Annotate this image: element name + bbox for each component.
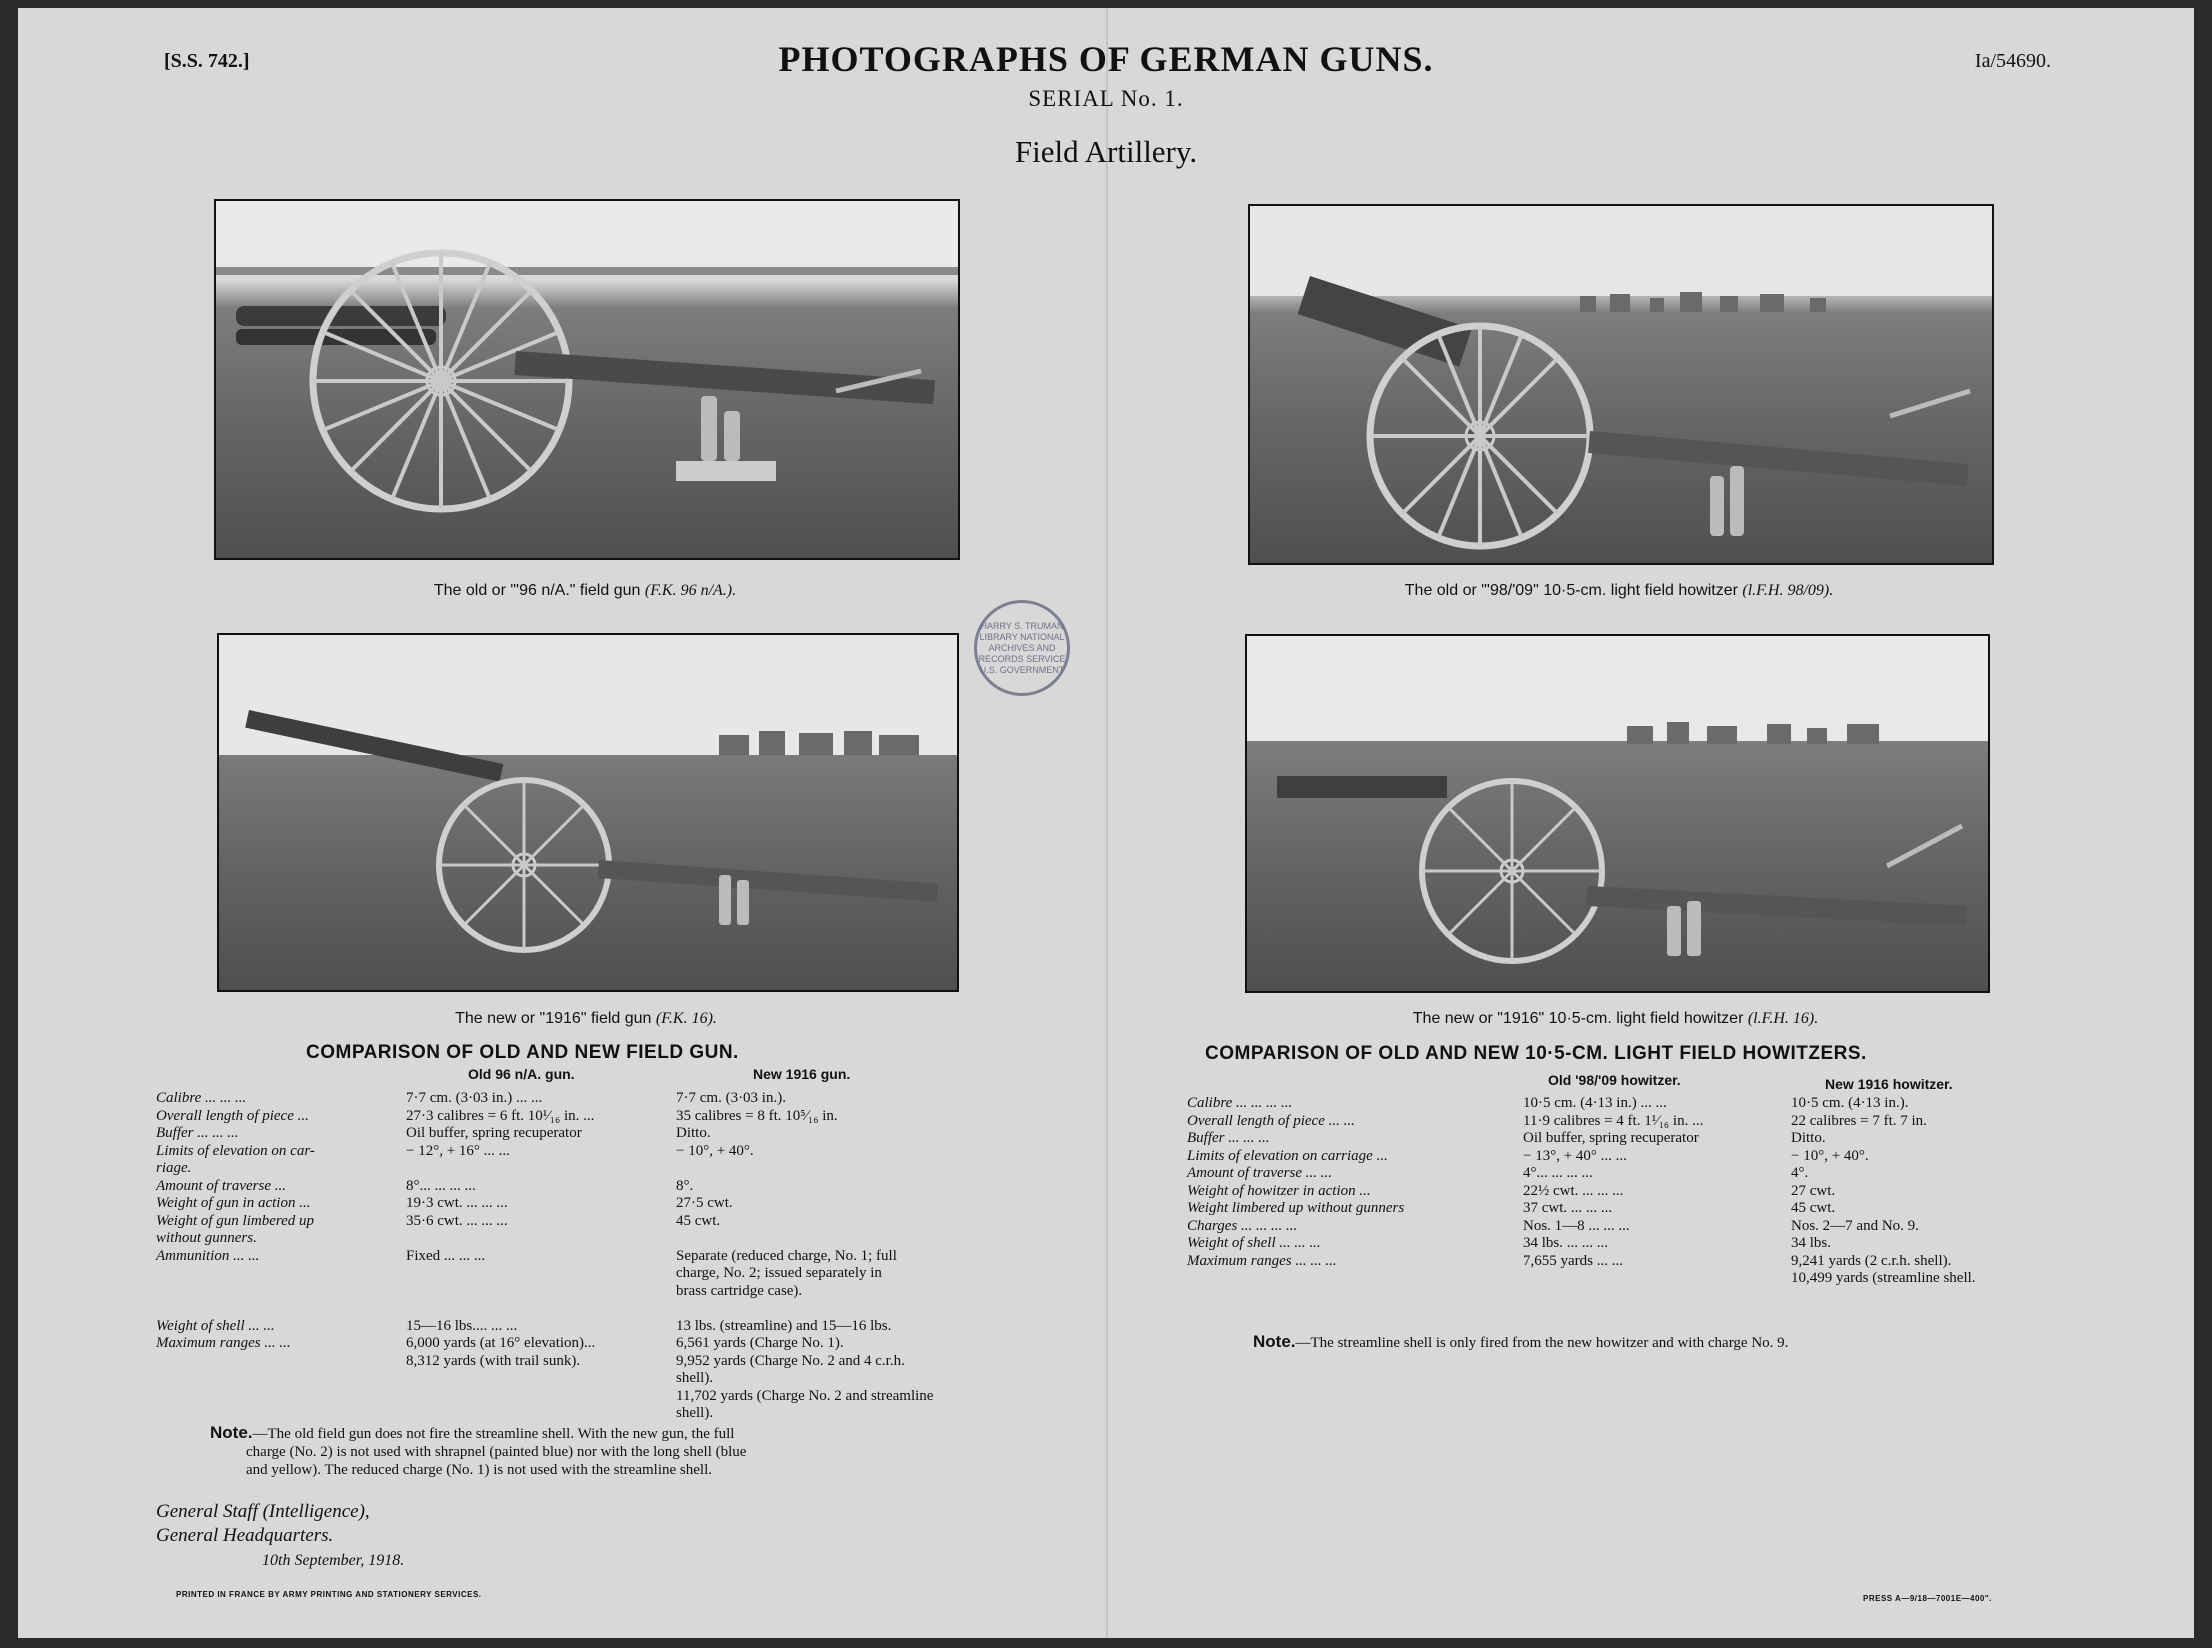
howitzer-label-cell: Amount of traverse ... ... bbox=[1187, 1165, 1332, 1181]
gun-comparison-table bbox=[156, 1090, 1036, 1423]
howitzer-old-cell: 37 cwt. ... ... ... bbox=[1523, 1200, 1613, 1216]
howitzer-new-cell: 10,499 yards (streamline shell. bbox=[1791, 1270, 1976, 1286]
gun-comparison-title: COMPARISON OF OLD AND NEW FIELD GUN. bbox=[306, 1042, 739, 1063]
gun-note-label: Note. bbox=[210, 1423, 253, 1442]
howitzer-old-cell: 10·5 cm. (4·13 in.) ... ... bbox=[1523, 1095, 1667, 1111]
howitzer-new-column-header: New 1916 howitzer. bbox=[1825, 1076, 1953, 1092]
howitzer-row bbox=[1187, 1235, 2067, 1253]
gun-new-cell: 35 calibres = 8 ft. 10⁵⁄₁₆ in. bbox=[676, 1107, 838, 1124]
caption-designation: (l.F.H. 98/09). bbox=[1742, 582, 1834, 599]
howitzer-new-cell: Nos. 2—7 and No. 9. bbox=[1791, 1217, 1919, 1234]
howitzer-row bbox=[1187, 1183, 2067, 1201]
gun-old-cell: − 12°, + 16° ... ... bbox=[406, 1142, 510, 1159]
howitzer-row bbox=[1187, 1165, 2067, 1183]
gun-label-cell: without gunners. bbox=[156, 1230, 257, 1246]
caption-text: The new or "1916" field gun bbox=[455, 1010, 652, 1027]
gun-old-cell: 8°... ... ... ... bbox=[406, 1177, 476, 1194]
gun-old-cell: Fixed ... ... ... bbox=[406, 1247, 486, 1264]
howitzer-comparison-table bbox=[1187, 1095, 2067, 1288]
howitzer-old-cell: − 13°, + 40° ... ... bbox=[1523, 1147, 1627, 1164]
gun-row bbox=[156, 1248, 1036, 1266]
document-reference: [S.S. 742.] bbox=[164, 50, 250, 72]
gun-label-cell: Weight of gun limbered up bbox=[156, 1212, 315, 1229]
gun-label-cell: Weight of shell ... ... bbox=[156, 1317, 275, 1334]
gun-new-cell: 8°. bbox=[676, 1177, 694, 1194]
gun-old-cell: 8,312 yards (with trail sunk). bbox=[406, 1352, 581, 1369]
gun-new-cell: 11,702 yards (Charge No. 2 and streamline bbox=[676, 1387, 934, 1404]
library-stamp bbox=[974, 600, 1070, 696]
howitzer-row bbox=[1187, 1148, 2067, 1166]
gun-row bbox=[156, 1195, 1036, 1213]
howitzer-new-cell: − 10°, + 40°. bbox=[1791, 1147, 1869, 1164]
howitzer-old-cell: Nos. 1—8 ... ... ... bbox=[1523, 1217, 1630, 1234]
gun-new-cell: 13 lbs. (streamline) and 15—16 lbs. bbox=[676, 1317, 892, 1334]
photo-new-field-gun bbox=[217, 633, 959, 992]
gun-row bbox=[156, 1178, 1036, 1196]
gun-label-cell: Weight of gun in action ... bbox=[156, 1195, 311, 1211]
gun-old-cell: Oil buffer, spring recuperator bbox=[406, 1125, 582, 1141]
caption-text: The old or "'96 n/A." field gun bbox=[433, 582, 641, 599]
document-title: PHOTOGRAPHS OF GERMAN GUNS. bbox=[778, 39, 1434, 79]
howitzer-new-cell: 10·5 cm. (4·13 in.). bbox=[1791, 1095, 1909, 1111]
howitzer-label-cell: Charges ... ... ... ... bbox=[1187, 1217, 1298, 1234]
gun-new-cell: 45 cwt. bbox=[676, 1212, 721, 1229]
caption-text: The new or "1916" 10·5-cm. light field howitzer bbox=[1412, 1010, 1744, 1027]
gun-label-cell: riage. bbox=[156, 1160, 192, 1176]
howitzer-old-cell: 7,655 yards ... ... bbox=[1523, 1252, 1623, 1269]
gun-new-cell: charge, No. 2; issued separately in bbox=[676, 1265, 882, 1281]
howitzer-row bbox=[1187, 1253, 2067, 1271]
gun-old-cell: 27·3 calibres = 6 ft. 10¹⁄₁₆ in. ... bbox=[406, 1107, 595, 1124]
caption-old-field-gun bbox=[214, 582, 956, 600]
caption-old-howitzer bbox=[1248, 582, 1990, 600]
gun-new-cell: Ditto. bbox=[676, 1125, 711, 1141]
howitzer-old-cell: 34 lbs. ... ... ... bbox=[1523, 1235, 1609, 1251]
gun-new-cell: shell). bbox=[676, 1405, 714, 1421]
gun-row bbox=[156, 1265, 1036, 1283]
caption-new-howitzer bbox=[1245, 1010, 1986, 1028]
howitzer-row bbox=[1187, 1095, 2067, 1113]
signature-line-1: General Staff (Intelligence), bbox=[156, 1501, 370, 1522]
printer-imprint: PRINTED IN FRANCE BY ARMY PRINTING AND STATIONERY SERVICES. bbox=[176, 1590, 482, 1599]
howitzer-label-cell: Buffer ... ... ... bbox=[1187, 1130, 1270, 1146]
gun-row bbox=[156, 1353, 1036, 1371]
gun-new-cell: Separate (reduced charge, No. 1; full bbox=[676, 1247, 897, 1264]
gun-row bbox=[156, 1090, 1036, 1108]
press-mark: PRESS A—9/18—7001E—400". bbox=[1863, 1594, 1992, 1603]
gun-row bbox=[156, 1405, 1036, 1423]
gun-row bbox=[156, 1370, 1036, 1388]
gun-new-cell: 6,561 yards (Charge No. 1). bbox=[676, 1335, 844, 1351]
gun-row bbox=[156, 1213, 1036, 1231]
howitzer-row bbox=[1187, 1218, 2067, 1236]
gun-new-cell: shell). bbox=[676, 1370, 714, 1386]
signature-line-2: General Headquarters. bbox=[156, 1525, 334, 1546]
gun-label-cell: Limits of elevation on car- bbox=[156, 1142, 315, 1159]
howitzer-row bbox=[1187, 1270, 2067, 1288]
gun-row bbox=[156, 1160, 1036, 1178]
howitzer-comparison-title: COMPARISON OF OLD AND NEW 10·5-CM. LIGHT FIELD HOWITZERS. bbox=[1205, 1043, 1867, 1064]
gun-row bbox=[156, 1108, 1036, 1126]
howitzer-new-cell: 34 lbs. bbox=[1791, 1235, 1832, 1251]
gun-label-cell: Buffer ... ... ... bbox=[156, 1125, 239, 1141]
howitzer-old-cell: 4°... ... ... ... bbox=[1523, 1165, 1593, 1181]
gun-new-cell: brass cartridge case). bbox=[676, 1282, 803, 1299]
howitzer-new-cell: 27 cwt. bbox=[1791, 1182, 1836, 1199]
gun-new-cell: 9,952 yards (Charge No. 2 and 4 c.r.h. bbox=[676, 1352, 905, 1369]
gun-old-cell: 19·3 cwt. ... ... ... bbox=[406, 1195, 508, 1211]
gun-old-cell: 15—16 lbs.... ... ... bbox=[406, 1317, 518, 1334]
howitzer-old-cell: 22½ cwt. ... ... ... bbox=[1523, 1182, 1624, 1199]
gun-note-line-2: charge (No. 2) is not used with shrapnel (painted blue) nor with the long shell (blue bbox=[246, 1444, 747, 1460]
howitzer-label-cell: Overall length of piece ... ... bbox=[1187, 1112, 1355, 1129]
gun-row bbox=[156, 1143, 1036, 1161]
gun-label-cell: Ammunition ... ... bbox=[156, 1247, 260, 1264]
caption-designation: (F.K. 16). bbox=[655, 1010, 717, 1027]
gun-row bbox=[156, 1283, 1036, 1301]
howitzer-label-cell: Weight of howitzer in action ... bbox=[1187, 1182, 1371, 1199]
gun-label-cell: Maximum ranges ... ... bbox=[156, 1335, 291, 1351]
caption-designation: (l.F.H. 16). bbox=[1747, 1010, 1819, 1027]
howitzer-note bbox=[1253, 1333, 2073, 1352]
section-subtitle: Field Artillery. bbox=[1014, 134, 1198, 169]
howitzer-new-cell: 22 calibres = 7 ft. 7 in. bbox=[1791, 1112, 1927, 1129]
howitzer-label-cell: Calibre ... ... ... ... bbox=[1187, 1095, 1293, 1111]
gun-note-line-1: —The old field gun does not fire the streamline shell. With the new gun, the full bbox=[252, 1426, 735, 1442]
signature-block bbox=[156, 1500, 370, 1548]
stamp-text: HARRY S. TRUMAN LIBRARY NATIONAL ARCHIVES AND RECORDS SERVICE U.S. GOVERNMENT bbox=[978, 620, 1066, 675]
caption-text: The old or "'98/'09" 10·5-cm. light field howitzer bbox=[1404, 582, 1738, 599]
gun-row bbox=[156, 1335, 1036, 1353]
howitzer-label-cell: Weight of shell ... ... ... bbox=[1187, 1235, 1321, 1251]
photo-new-howitzer bbox=[1245, 634, 1990, 993]
gun-row bbox=[156, 1300, 1036, 1318]
photo-old-howitzer bbox=[1248, 204, 1994, 565]
howitzer-row bbox=[1187, 1113, 2067, 1131]
gun-row bbox=[156, 1388, 1036, 1406]
gun-label-cell: Calibre ... ... ... bbox=[156, 1090, 247, 1106]
document-sheet bbox=[18, 8, 2194, 1638]
gun-note-line-3: and yellow). The reduced charge (No. 1) is not used with the streamline shell. bbox=[246, 1462, 712, 1478]
signature-date: 10th September, 1918. bbox=[262, 1552, 405, 1569]
howitzer-new-cell: 45 cwt. bbox=[1791, 1200, 1836, 1216]
gun-row bbox=[156, 1125, 1036, 1143]
fold-line bbox=[1106, 8, 1108, 1638]
howitzer-note-line-1: —The streamline shell is only fired from the new howitzer and with charge No. 9. bbox=[1295, 1335, 1789, 1351]
howitzer-new-cell: Ditto. bbox=[1791, 1130, 1826, 1146]
gun-old-cell: 6,000 yards (at 16° elevation)... bbox=[406, 1335, 596, 1351]
gun-new-column-header: New 1916 gun. bbox=[753, 1066, 851, 1082]
gun-old-cell: 35·6 cwt. ... ... ... bbox=[406, 1212, 508, 1229]
gun-label-cell: Overall length of piece ... bbox=[156, 1107, 309, 1124]
howitzer-label-cell: Limits of elevation on carriage ... bbox=[1187, 1147, 1388, 1164]
gun-label-cell: Amount of traverse ... bbox=[156, 1177, 286, 1194]
gun-new-cell: 27·5 cwt. bbox=[676, 1195, 733, 1211]
howitzer-row bbox=[1187, 1130, 2067, 1148]
gun-new-cell: 7·7 cm. (3·03 in.). bbox=[676, 1090, 786, 1106]
serial-number: SERIAL No. 1. bbox=[1028, 86, 1184, 111]
howitzer-new-cell: 4°. bbox=[1791, 1165, 1809, 1181]
howitzer-old-cell: 11·9 calibres = 4 ft. 1¹⁄₁₆ in. ... bbox=[1523, 1112, 1704, 1129]
gun-old-cell: 7·7 cm. (3·03 in.) ... ... bbox=[406, 1090, 543, 1106]
howitzer-new-cell: 9,241 yards (2 c.r.h. shell). bbox=[1791, 1252, 1952, 1269]
photo-old-field-gun bbox=[214, 199, 960, 560]
file-reference: Ia/54690. bbox=[1974, 50, 2051, 72]
howitzer-old-cell: Oil buffer, spring recuperator bbox=[1523, 1130, 1699, 1146]
gun-note bbox=[210, 1424, 1030, 1479]
howitzer-note-label: Note. bbox=[1253, 1332, 1296, 1351]
howitzer-row bbox=[1187, 1200, 2067, 1218]
gun-row bbox=[156, 1230, 1036, 1248]
howitzer-label-cell: Weight limbered up without gunners bbox=[1187, 1200, 1405, 1216]
gun-row bbox=[156, 1318, 1036, 1336]
howitzer-old-column-header: Old '98/'09 howitzer. bbox=[1548, 1072, 1681, 1088]
howitzer-label-cell: Maximum ranges ... ... ... bbox=[1187, 1252, 1337, 1269]
caption-designation: (F.K. 96 n/A.). bbox=[644, 582, 737, 599]
gun-new-cell: − 10°, + 40°. bbox=[676, 1142, 754, 1159]
caption-new-field-gun bbox=[217, 1010, 955, 1028]
gun-old-column-header: Old 96 n/A. gun. bbox=[468, 1066, 575, 1082]
